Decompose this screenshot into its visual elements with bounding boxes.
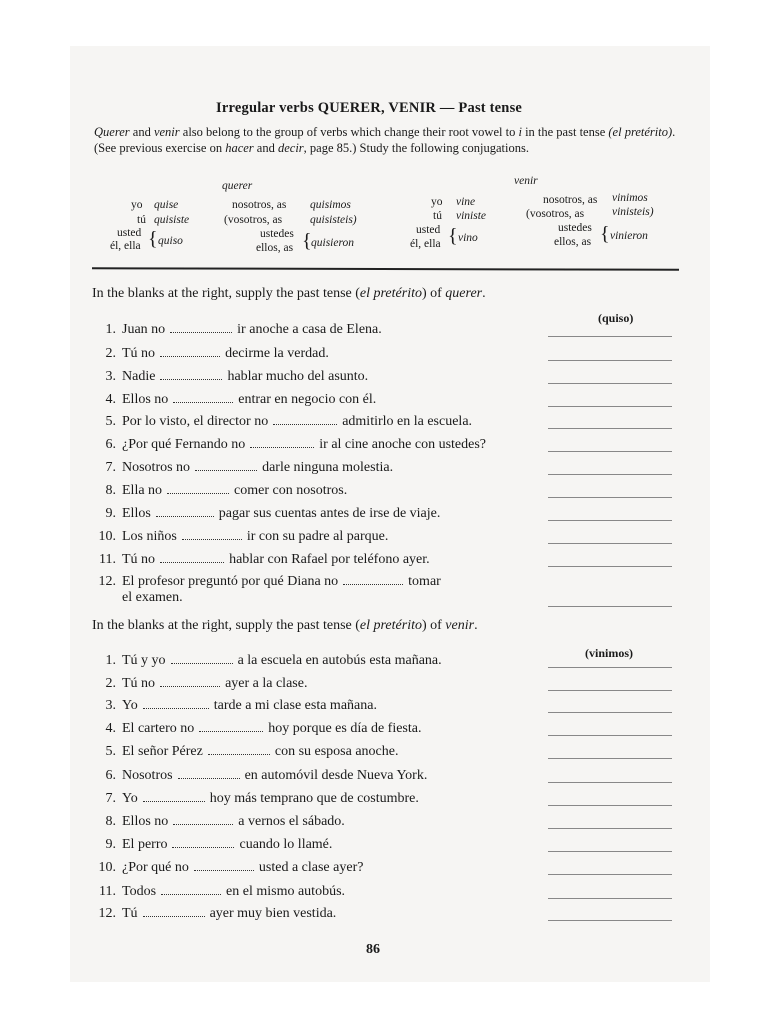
sentence-end: hablar con Rafael por teléfono ayer.	[229, 552, 430, 567]
pronoun-el-ella: él, ella	[110, 240, 141, 252]
form-vine: vine	[456, 196, 476, 208]
item-number: 3.	[105, 369, 116, 384]
form-vinieron: vinieron	[610, 230, 648, 242]
sentence-end: entrar en negocio con él.	[238, 392, 377, 407]
pronoun-yo: yo	[131, 199, 143, 211]
sentence-start: Tú	[122, 906, 138, 921]
pronoun-tu: tú	[137, 214, 146, 226]
answer-blank[interactable]	[548, 335, 672, 337]
sentence-end: comer con nosotros.	[234, 483, 348, 498]
sentence-start: Tú no	[122, 676, 156, 691]
item-number: 9.	[105, 506, 116, 521]
blank-dots	[250, 438, 314, 448]
exercise-item	[86, 744, 399, 760]
sentence-start: El señor Pérez	[122, 744, 203, 759]
item-number: 10.	[98, 529, 116, 544]
form-viniste: viniste	[456, 210, 487, 222]
form-quisieron: quisieron	[311, 237, 355, 249]
pronoun-vosotros: (vosotros, as	[526, 208, 585, 220]
answer-blank[interactable]	[548, 873, 672, 875]
pronoun-nosotros: nosotros, as	[232, 199, 287, 211]
sentence-end: ir anoche a casa de Elena.	[237, 322, 382, 337]
sentence-start: Todos	[122, 884, 157, 899]
exercise-item	[86, 392, 376, 408]
sentence-end: usted a clase ayer?	[258, 860, 364, 875]
pronoun-vosotros: (vosotros, as	[224, 214, 283, 226]
sentence-end: tarde a mi clase esta mañana.	[213, 698, 377, 713]
blank-dots	[195, 461, 257, 471]
sentence-start: Tú y yo	[122, 653, 166, 668]
sentence-end: en el mismo autobús.	[226, 884, 346, 899]
sentence-end: a la escuela en autobús esta mañana.	[237, 653, 442, 668]
answer-blank[interactable]	[548, 919, 672, 921]
answer-blank[interactable]	[548, 473, 672, 475]
sentence-start: El cartero no	[122, 721, 195, 736]
pronoun-ellos: ellos, as	[256, 242, 294, 254]
answer-blank[interactable]	[548, 781, 672, 783]
pronoun-ellos: ellos, as	[554, 236, 592, 248]
sentence-end: en automóvil desde Nueva York.	[244, 768, 428, 783]
exercise-item	[86, 791, 419, 807]
exercise-item	[86, 860, 363, 876]
form-quiso: quiso	[158, 235, 183, 247]
item-number: 1.	[105, 653, 116, 668]
pronoun-usted: usted	[117, 227, 142, 239]
sentence-end: decirme la verdad.	[225, 346, 329, 361]
item-number: 7.	[105, 791, 116, 806]
answer-blank[interactable]	[548, 734, 672, 736]
blank-dots	[173, 393, 233, 403]
item-number: 3.	[105, 698, 116, 713]
exercise-item	[86, 460, 393, 476]
item-number: 5.	[105, 414, 116, 429]
blank-dots	[199, 722, 263, 732]
item-number: 8.	[105, 483, 116, 498]
exercise-item	[86, 768, 427, 784]
item-number: 11.	[99, 552, 116, 567]
blank-dots	[160, 370, 222, 380]
item-number: 2.	[105, 346, 116, 361]
sentence-start: Ellos	[122, 506, 151, 521]
sentence-start: Ellos no	[122, 814, 169, 829]
page-title: Irregular verbs QUERER, VENIR — Past tense	[216, 100, 523, 116]
item-number: 7.	[105, 460, 116, 475]
sentence-start: El profesor preguntó por qué Diana no	[122, 574, 339, 589]
sentence-start: Tú no	[122, 346, 156, 361]
item-number: 11.	[99, 884, 116, 899]
item-number: 2.	[105, 676, 116, 691]
pronoun-tu: tú	[433, 210, 442, 222]
instructions-venir: In the blanks at the right, supply the past tense (el pretérito) of venir.	[92, 618, 478, 633]
item-number: 10.	[98, 860, 116, 875]
form-quisiste: quisiste	[154, 214, 190, 226]
sentence-end: pagar sus cuentas antes de irse de viaje.	[218, 506, 441, 521]
blank-dots	[194, 861, 254, 871]
sentence-start: ¿Por qué Fernando no	[122, 437, 246, 452]
answer-blank[interactable]	[548, 827, 672, 829]
item-number: 1.	[105, 322, 116, 337]
item-number: 4.	[105, 392, 116, 407]
querer-heading: querer	[222, 180, 253, 192]
sentence-start: Yo	[122, 791, 138, 806]
item-number: 12.	[98, 574, 116, 589]
exercise-item	[86, 322, 382, 338]
sentence-end: con su esposa anoche.	[274, 744, 399, 759]
answer-blank[interactable]	[548, 605, 672, 607]
exercise-item	[86, 529, 388, 545]
sentence-end: hoy porque es día de fiesta.	[268, 721, 422, 736]
blank-dots	[143, 699, 209, 709]
blank-dots	[182, 530, 242, 540]
blank-dots	[170, 323, 232, 333]
sentence-end: cuando lo llamé.	[239, 837, 333, 852]
form-vino: vino	[458, 232, 478, 244]
exercise-item	[86, 346, 329, 362]
answer-blank[interactable]	[548, 850, 672, 852]
blank-dots	[208, 745, 270, 755]
exercise-item	[86, 574, 441, 606]
answer-blank[interactable]	[548, 427, 672, 429]
sentence-end: admitirlo en la escuela.	[342, 414, 473, 429]
exercise-item	[86, 653, 442, 669]
blank-dots	[173, 815, 233, 825]
brace-icon: {	[448, 225, 458, 247]
sentence-end: ir con su padre al parque.	[246, 529, 389, 544]
answer-blank[interactable]	[548, 359, 672, 361]
sentence-start: Ellos no	[122, 392, 169, 407]
answer-blank[interactable]	[548, 542, 672, 544]
form-quise: quise	[154, 199, 179, 211]
answer-blank[interactable]	[548, 711, 672, 713]
sentence-end: ayer a la clase.	[225, 676, 308, 691]
sentence-start: Los niños	[122, 529, 177, 544]
page-number: 86	[366, 942, 380, 957]
sentence-start: Yo	[122, 698, 138, 713]
answer-blank[interactable]	[548, 405, 672, 407]
intro-paragraph: Querer and venir also belong to the group of verbs which change their root vowel to i in the past tense (el pretérito). (See previous exercise on hacer and decir, page 85.) Study the following conjugations.	[94, 125, 676, 155]
sentence-end: tomar	[408, 574, 441, 589]
pronoun-ustedes: ustedes	[260, 228, 294, 240]
item-number: 8.	[105, 814, 116, 829]
venir-heading: venir	[514, 175, 538, 187]
sentence-continuation: el examen.	[122, 590, 183, 605]
sentence-end: ayer muy bien vestida.	[209, 906, 337, 921]
sentence-start: Tú no	[122, 552, 156, 567]
example-answer-querer: (quiso)	[598, 311, 634, 325]
sentence-start: Por lo visto, el director no	[122, 414, 269, 429]
form-quisimos: quisimos	[310, 199, 351, 211]
pronoun-el-ella: él, ella	[410, 238, 441, 250]
form-quisisteis: quisisteis)	[310, 214, 357, 226]
answer-blank[interactable]	[548, 689, 672, 691]
exercise-item	[86, 884, 345, 900]
sentence-end: hablar mucho del asunto.	[227, 369, 369, 384]
sentence-end: hoy más temprano que de costumbre.	[209, 791, 419, 806]
example-answer-venir: (vinimos)	[585, 646, 633, 660]
answer-blank[interactable]	[548, 897, 672, 899]
answer-blank[interactable]	[548, 757, 672, 759]
item-number: 6.	[105, 437, 116, 452]
answer-blank[interactable]	[548, 519, 672, 521]
pronoun-usted: usted	[416, 224, 441, 236]
brace-icon: {	[600, 223, 610, 245]
exercise-item	[86, 814, 345, 830]
exercise-item	[86, 676, 307, 692]
exercise-item	[86, 369, 368, 385]
sentence-start: Nosotros	[122, 768, 173, 783]
form-vinimos: vinimos	[612, 192, 648, 204]
exercise-item	[86, 721, 421, 737]
exercise-item	[86, 698, 377, 714]
blank-dots	[178, 769, 240, 779]
sentence-start: Ella no	[122, 483, 163, 498]
blank-dots	[156, 507, 214, 517]
form-vinisteis: vinisteis)	[612, 206, 654, 218]
blank-dots	[160, 677, 220, 687]
blank-dots	[160, 347, 220, 357]
blank-dots	[161, 885, 221, 895]
exercise-item	[86, 506, 440, 522]
pronoun-ustedes: ustedes	[558, 222, 592, 234]
pronoun-nosotros: nosotros, as	[543, 194, 598, 206]
blank-dots	[167, 484, 229, 494]
sentence-end: darle ninguna molestia.	[262, 460, 394, 475]
blank-dots	[273, 415, 337, 425]
blank-dots	[143, 792, 205, 802]
answer-blank[interactable]	[548, 496, 672, 498]
exercise-item	[86, 552, 430, 568]
answer-blank[interactable]	[548, 382, 672, 384]
answer-blank[interactable]	[548, 565, 672, 567]
item-number: 12.	[98, 906, 116, 921]
item-number: 9.	[105, 837, 116, 852]
item-number: 6.	[105, 768, 116, 783]
blank-dots	[171, 654, 233, 664]
blank-dots	[143, 907, 205, 917]
blank-dots	[343, 575, 403, 585]
sentence-start: ¿Por qué no	[122, 860, 189, 875]
exercise-item	[86, 483, 347, 499]
pronoun-yo: yo	[431, 196, 443, 208]
answer-blank[interactable]	[548, 804, 672, 806]
sentence-start: Nadie	[122, 369, 156, 384]
brace-icon: {	[148, 228, 158, 250]
sentence-end: ir al cine anoche con ustedes?	[319, 437, 487, 452]
sentence-start: Juan no	[122, 322, 166, 337]
exercise-item	[86, 837, 332, 853]
instructions-querer: In the blanks at the right, supply the past tense (el pretérito) of querer.	[92, 286, 486, 301]
blank-dots	[172, 838, 234, 848]
sentence-start: El perro	[122, 837, 168, 852]
exercise-item	[86, 414, 472, 430]
sentence-end: a vernos el sábado.	[238, 814, 345, 829]
item-number: 4.	[105, 721, 116, 736]
answer-blank[interactable]	[548, 666, 672, 668]
sentence-start: Nosotros no	[122, 460, 191, 475]
exercise-item	[86, 437, 486, 453]
item-number: 5.	[105, 744, 116, 759]
brace-icon: {	[302, 230, 312, 252]
blank-dots	[160, 553, 224, 563]
exercise-item	[86, 906, 336, 922]
answer-blank[interactable]	[548, 450, 672, 452]
